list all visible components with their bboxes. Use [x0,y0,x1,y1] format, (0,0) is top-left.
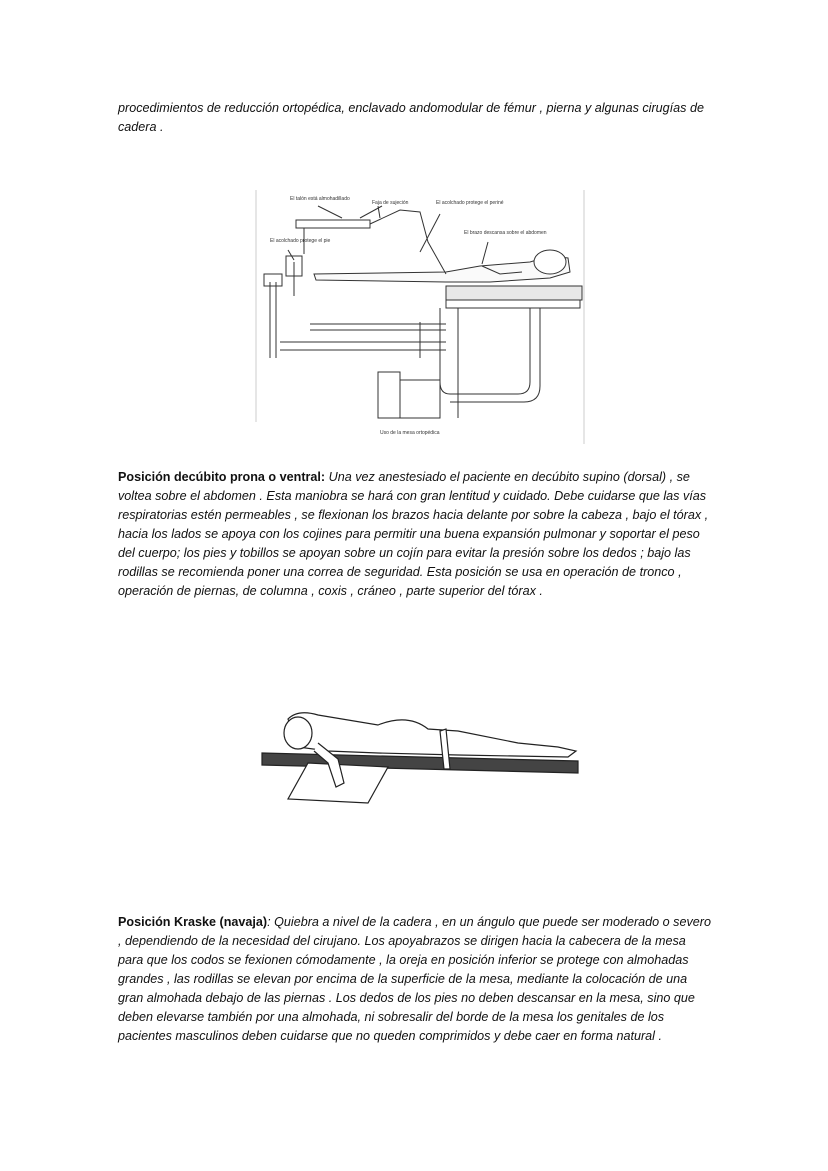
kraske-position-title: Posición Kraske (navaja) [118,915,268,929]
prone-position-figure [258,703,580,811]
figure1-label-strap: Faja de sujeción [372,200,409,206]
intro-paragraph [118,99,714,137]
prone-position-text: Una vez anestesiado el paciente en decúbito supino (dorsal) , se voltea sobre el abdomen . Esta maniobra se hará con gran lentitud y cuidado. Debe cuidarse que las vías respiratorias estén permeables , se flexionan los brazos hacia delante por sobre la cabeza , bajo el tórax , hacia los lados se apoya con los cojines para permitir una buena expansión pulmonar y soportar el peso del cuerpo; los pies y tobillos se apoyan sobre un cojín para evitar la presión sobre los dedos ; bajo las rodillas se recomienda poner una correa de seguridad. Esta posición se usa en operación de tronco , operación de piernas, de columna , coxis , cráneo , parte superior del tórax . [118,470,709,598]
kraske-position-paragraph [118,913,714,1046]
prone-position-title: Posición decúbito prona o ventral: [118,470,326,484]
figure1-label-perineum: El acolchado protege el periné [436,200,504,206]
orthopedic-table-figure [250,182,590,444]
prone-position-illustration [258,703,580,811]
figure1-caption: Uso de la mesa ortopédica [380,430,440,436]
intro-text: procedimientos de reducción ortopédica, enclavado andomodular de fémur , pierna y algunas cirugías de cadera . [118,101,704,134]
figure1-label-arm: El brazo descansa sobre el abdomen [464,230,547,236]
kraske-position-text: : Quiebra a nivel de la cadera , en un ángulo que puede ser moderado o severo , dependiendo de la necesidad del cirujano. Los apoyabrazos se dirigen hacia la cabecera de la mesa para que los codos se fexionen cómodamente , la oreja en posición inferior se protege con almohadas grandes , las rodillas se elevan por encima de la superficie de la mesa, mediante la colocación de una gran almohada debajo de las piernas . Los dedos de los pies no deben descansar en la mesa, sino que deben elevarse también por una almohada, ni sobresalir del borde de la mesa los genitales de los pacientes masculinos deben cuidarse que no queden comprimidos y debe caer en forma natural . [118,915,711,1043]
orthopedic-table-illustration [250,182,590,444]
prone-position-paragraph [118,468,714,601]
figure1-label-heel: El talón está almohadillado [290,196,350,202]
figure1-label-foot: El acolchado protege el pie [270,238,331,244]
